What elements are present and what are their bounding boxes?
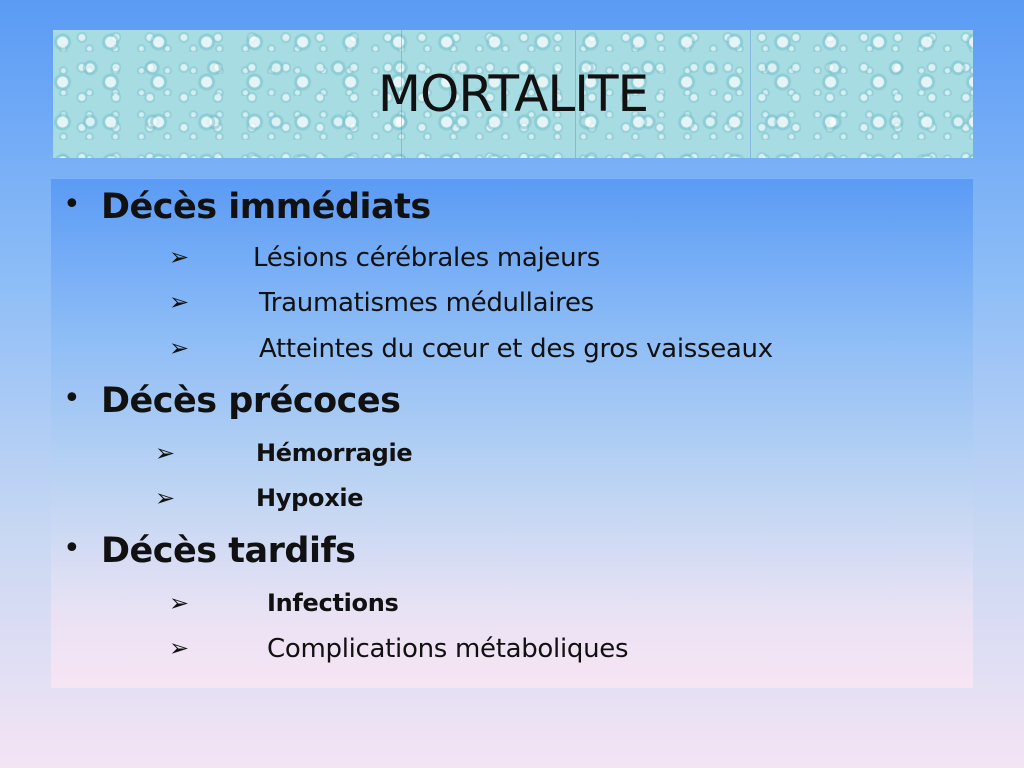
list-item-text: Lésions cérébrales majeurs — [253, 243, 600, 273]
arrow-bullet-icon: ➢ — [169, 634, 190, 662]
section-heading-row — [51, 531, 951, 581]
list-item-text: Hémorragie — [256, 439, 413, 467]
list-item-text: Traumatismes médullaires — [259, 288, 594, 318]
list-item-text: Atteintes du cœur et des gros vaisseaux — [259, 334, 773, 364]
list-item — [169, 589, 969, 625]
list-item-text: Complications métaboliques — [267, 634, 629, 664]
arrow-bullet-icon: ➢ — [169, 589, 190, 617]
list-item — [169, 288, 969, 324]
section-heading-row — [51, 381, 951, 431]
arrow-bullet-icon: ➢ — [169, 334, 190, 362]
arrow-bullet-icon: ➢ — [155, 484, 176, 512]
section-heading: Décès précoces — [101, 381, 401, 421]
section-heading: Décès tardifs — [101, 531, 356, 571]
section-heading: Décès immédiats — [101, 187, 431, 227]
section-heading-row — [51, 187, 951, 237]
bullet-icon: • — [63, 187, 81, 222]
bullet-icon: • — [63, 531, 81, 566]
list-item — [169, 634, 969, 670]
bullet-icon: • — [63, 381, 81, 416]
slide-title: MORTALITE — [377, 65, 649, 123]
list-item — [169, 243, 969, 279]
list-item-text: Hypoxie — [256, 484, 364, 512]
list-item — [169, 334, 969, 370]
arrow-bullet-icon: ➢ — [169, 288, 190, 316]
arrow-bullet-icon: ➢ — [155, 439, 176, 467]
arrow-bullet-icon: ➢ — [169, 243, 190, 271]
list-item — [155, 484, 955, 520]
list-item-text: Infections — [267, 589, 399, 617]
content-box — [51, 179, 973, 688]
title-banner — [53, 30, 973, 158]
list-item — [155, 439, 955, 475]
